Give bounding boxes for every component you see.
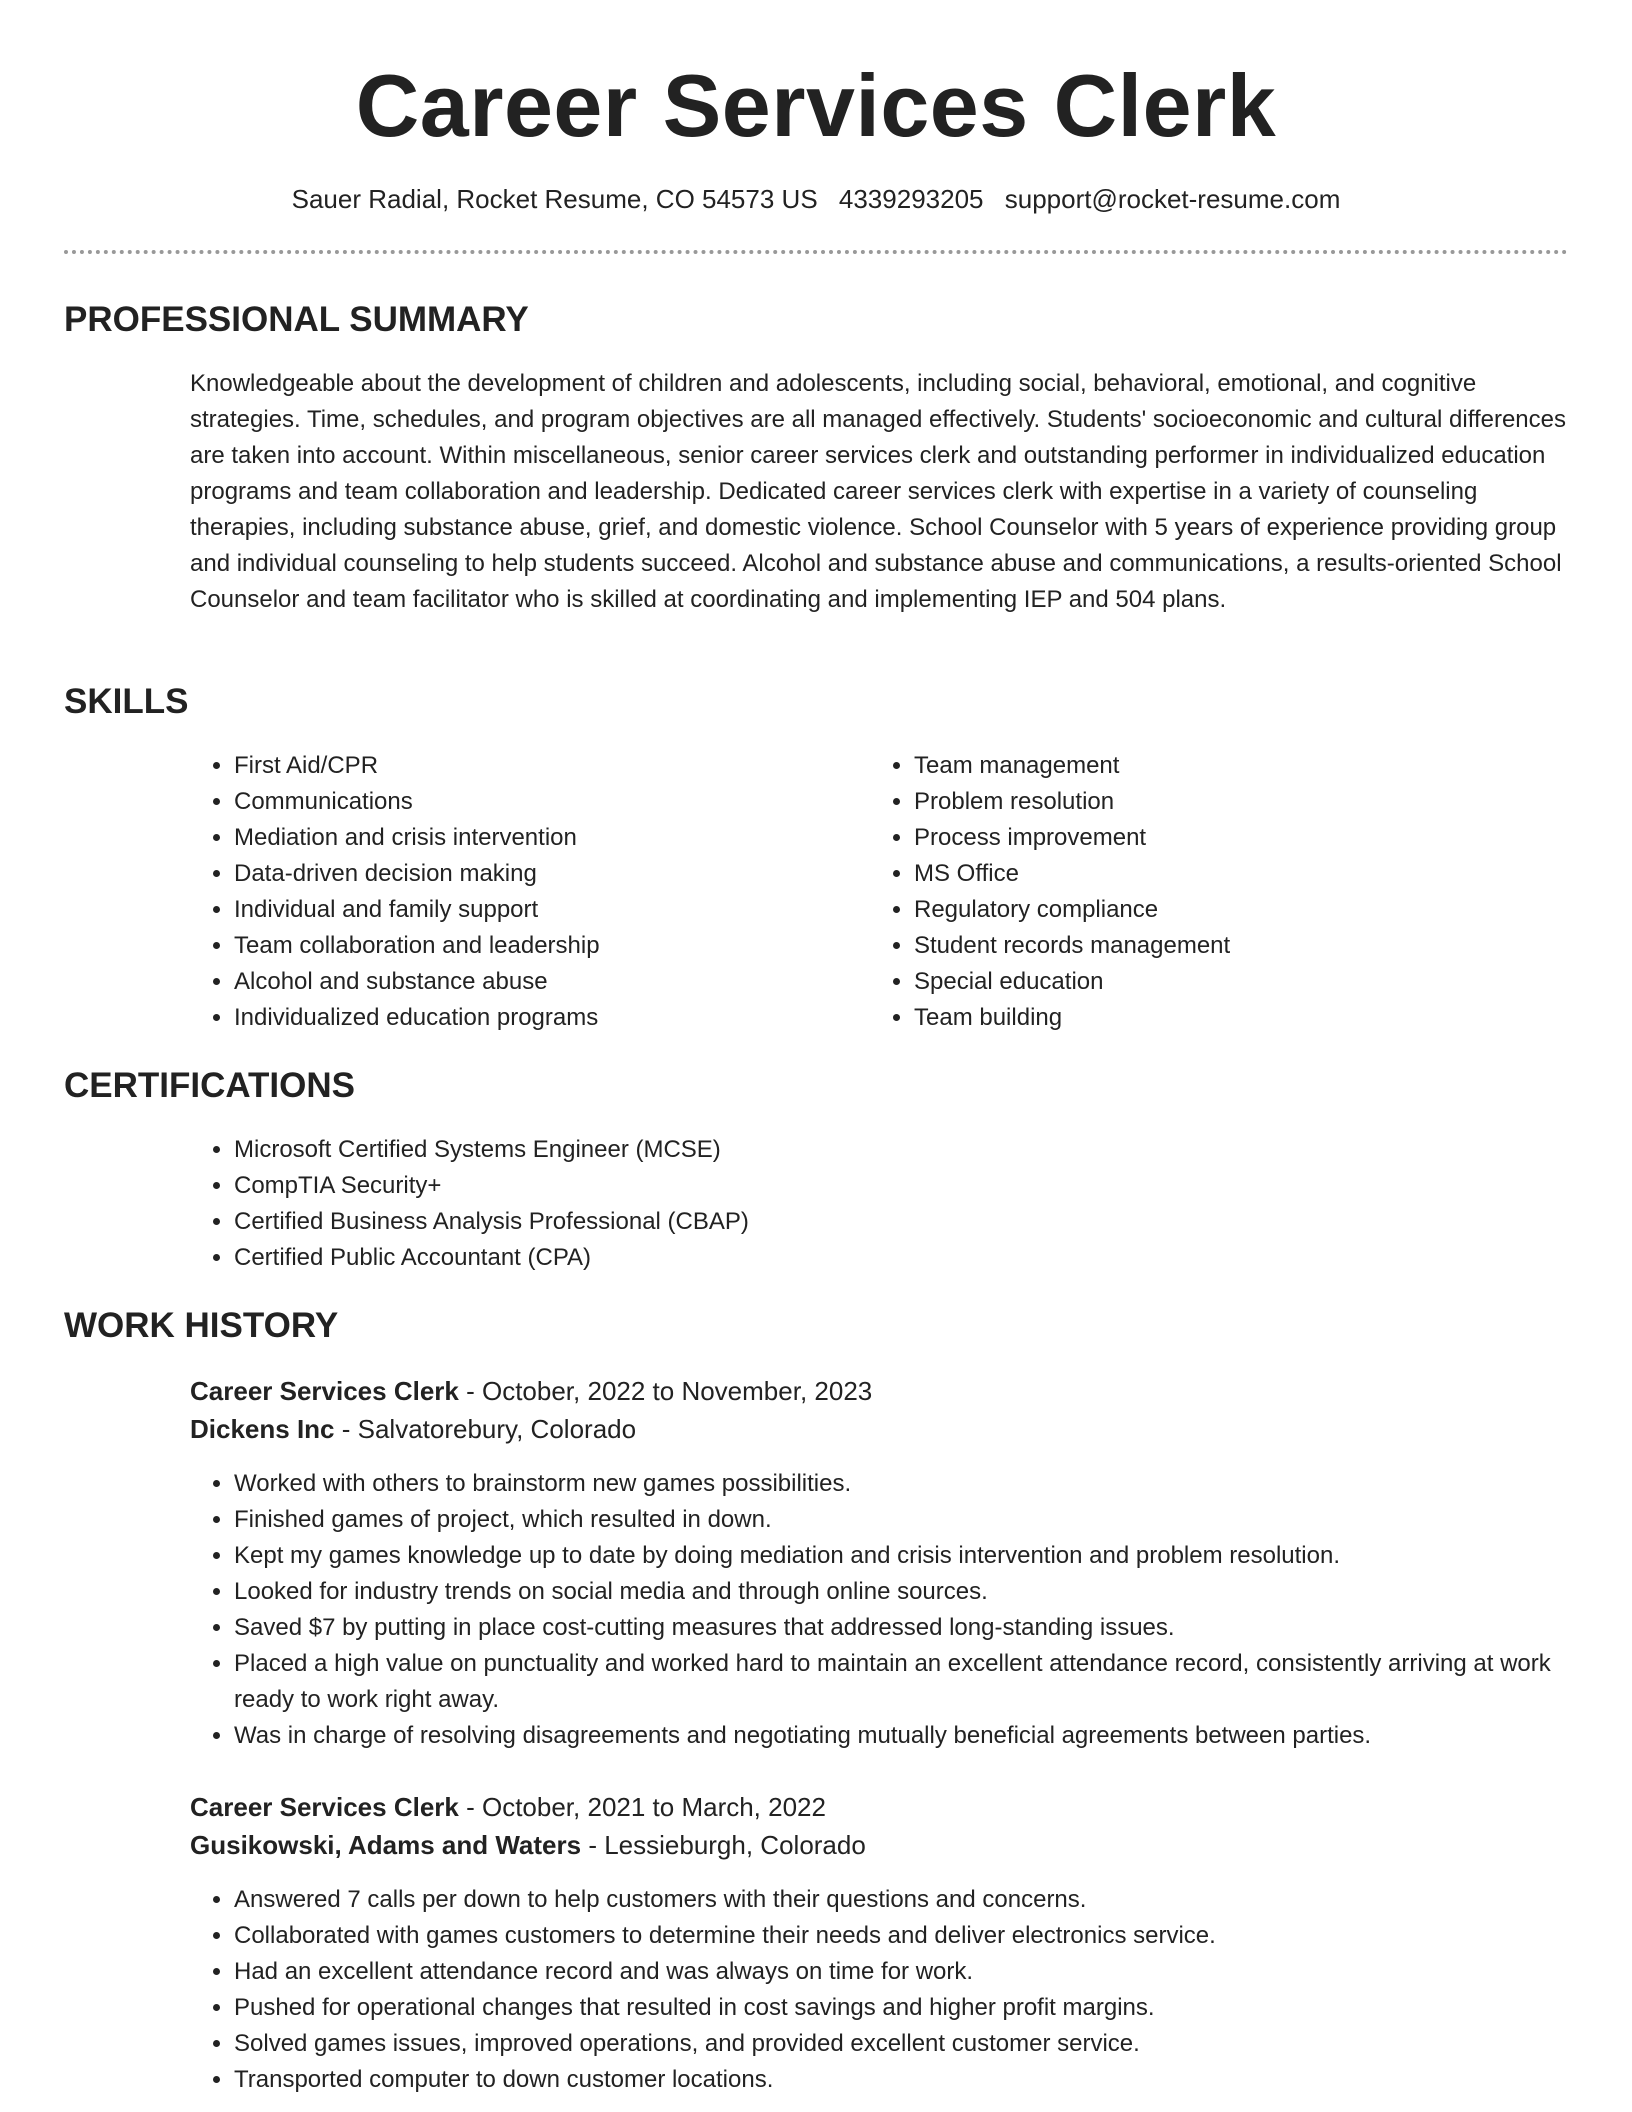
job-company-line xyxy=(190,1410,636,1448)
skill-item: • Individualized education programs xyxy=(234,1000,830,1036)
job-duty-item: • Worked with others to brainstorm new games possibilities. xyxy=(234,1466,1570,1502)
skill-item: • Problem resolution xyxy=(914,784,1510,820)
job-title-line xyxy=(190,1788,826,1826)
job-duty-item: • Finished games of project, which resulted in down. xyxy=(234,1502,1570,1538)
certification-item: • CompTIA Security+ xyxy=(234,1168,1570,1204)
job-company-line xyxy=(190,1826,866,1864)
job-duty-item: • Had an excellent attendance record and was always on time for work. xyxy=(234,1954,1570,1990)
skill-item: • Communications xyxy=(234,784,830,820)
contact-phone: 4339293205 xyxy=(838,184,984,214)
work-history-heading: WORK HISTORY xyxy=(64,1306,339,1345)
job-duties xyxy=(190,1466,1570,1754)
resume-name: Career Services Clerk xyxy=(355,56,1277,155)
job-company: Dickens Inc xyxy=(190,1414,335,1444)
job-location: - Lessieburgh, Colorado xyxy=(581,1830,866,1860)
job-duty-item: • Was in charge of resolving disagreements and negotiating mutually beneficial agreements between parties. xyxy=(234,1718,1570,1754)
job-duty-item: • Looked for industry trends on social media and through online sources. xyxy=(234,1574,1570,1610)
certifications-heading: CERTIFICATIONS xyxy=(64,1066,356,1105)
job-dates: - October, 2021 to March, 2022 xyxy=(458,1792,826,1822)
skill-item: • Special education xyxy=(914,964,1510,1000)
skills-heading: SKILLS xyxy=(64,682,189,721)
skills-left-column xyxy=(190,748,830,1036)
certifications-block xyxy=(190,1132,1570,1276)
skill-item: • Student records management xyxy=(914,928,1510,964)
skill-item: • Team building xyxy=(914,1000,1510,1036)
contact-line xyxy=(0,183,1632,215)
skill-item: • Regulatory compliance xyxy=(914,892,1510,928)
certifications-list xyxy=(190,1132,1570,1276)
certification-item: • Microsoft Certified Systems Engineer (MCSE) xyxy=(234,1132,1570,1168)
job-duty-item: • Collaborated with games customers to determine their needs and deliver electronics service. xyxy=(234,1918,1570,1954)
job-duties-list xyxy=(190,1882,1570,2098)
skill-item: • Process improvement xyxy=(914,820,1510,856)
skill-item: • MS Office xyxy=(914,856,1510,892)
job-duty-item: • Kept my games knowledge up to date by doing mediation and crisis intervention and problem resolution. xyxy=(234,1538,1570,1574)
job-duty-item: • Solved games issues, improved operations, and provided excellent customer service. xyxy=(234,2026,1570,2062)
job-role: Career Services Clerk xyxy=(190,1376,459,1406)
header-divider xyxy=(64,250,1568,254)
summary-text: Knowledgeable about the development of children and adolescents, including social, behavioral, emotional, and cognitive strategies. Time, schedules, and program objectives are all managed effectively. Students' socioeconomic and cultural differences are taken into account. Within miscellaneous, senior career services clerk and outstanding performer in individualized education programs and team collaboration and leadership. Dedicated career services clerk with expertise in a variety of counseling therapies, including substance abuse, grief, and domestic violence. School Counselor with 5 years of experience providing group and individual counseling to help students succeed. Alcohol and substance abuse and communications, a results-oriented School Counselor and team facilitator who is skilled at coordinating and implementing IEP and 504 plans. xyxy=(190,370,1566,613)
job-dates: - October, 2022 to November, 2023 xyxy=(458,1376,873,1406)
job-company: Gusikowski, Adams and Waters xyxy=(190,1830,582,1860)
skills-left-list xyxy=(190,748,830,1036)
job-duties xyxy=(190,1882,1570,2098)
skill-item: • Data-driven decision making xyxy=(234,856,830,892)
job-duties-list xyxy=(190,1466,1570,1754)
job-duty-item: • Answered 7 calls per down to help customers with their questions and concerns. xyxy=(234,1882,1570,1918)
job-duty-item: • Saved $7 by putting in place cost-cutting measures that addressed long-standing issues. xyxy=(234,1610,1570,1646)
job-role: Career Services Clerk xyxy=(190,1792,459,1822)
job-title-line xyxy=(190,1372,872,1410)
skills-right-column xyxy=(870,748,1510,1036)
skill-item: • Individual and family support xyxy=(234,892,830,928)
skill-item: • Alcohol and substance abuse xyxy=(234,964,830,1000)
job-duty-item: • Pushed for operational changes that resulted in cost savings and higher profit margins. xyxy=(234,1990,1570,2026)
skill-item: • First Aid/CPR xyxy=(234,748,830,784)
job-location: - Salvatorebury, Colorado xyxy=(334,1414,637,1444)
skill-item: • Mediation and crisis intervention xyxy=(234,820,830,856)
skill-item: • Team collaboration and leadership xyxy=(234,928,830,964)
certification-item: • Certified Business Analysis Professional (CBAP) xyxy=(234,1204,1570,1240)
job-duty-item: • Transported computer to down customer locations. xyxy=(234,2062,1570,2098)
certification-item: • Certified Public Accountant (CPA) xyxy=(234,1240,1570,1276)
skill-item: • Team management xyxy=(914,748,1510,784)
skills-right-list xyxy=(870,748,1510,1036)
contact-address: Sauer Radial, Rocket Resume, CO 54573 US xyxy=(291,184,818,214)
contact-email: support@rocket-resume.com xyxy=(1004,184,1341,214)
summary-heading: PROFESSIONAL SUMMARY xyxy=(64,300,529,339)
job-duty-item: • Placed a high value on punctuality and worked hard to maintain an excellent attendance record, consistently arriving at work ready to work right away. xyxy=(234,1646,1570,1718)
